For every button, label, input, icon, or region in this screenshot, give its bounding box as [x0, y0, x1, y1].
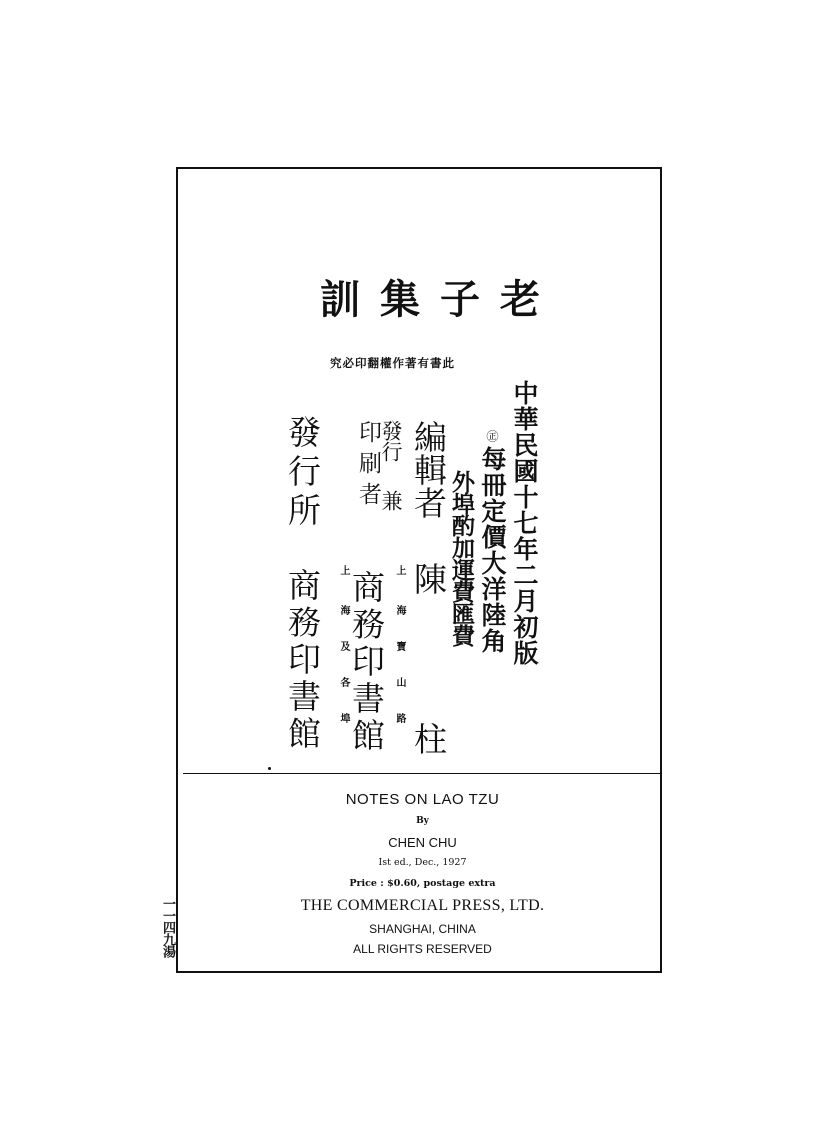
publisher-address-top: 上: [338, 565, 349, 575]
publisher-address: 海及各埠: [338, 605, 349, 749]
english-author: CHEN CHU: [388, 835, 457, 850]
book-title: 老子集訓: [320, 276, 560, 323]
english-edition: Ist ed., Dec., 1927: [378, 857, 467, 868]
edition-line: 中華民國十七年二月初版: [510, 380, 539, 666]
postage-line: 外埠酌加運費匯費: [448, 470, 475, 646]
editor-label: 編輯者: [409, 420, 448, 519]
ink-dot: [268, 767, 271, 770]
library-stamp: 一一四九湯: [160, 897, 175, 957]
editor-name-last: 柱: [409, 722, 448, 755]
copyright-notice: 此書有著作權翻印必究: [330, 356, 455, 370]
price-line: 每冊定價大洋陸角: [478, 446, 507, 654]
english-location: SHANGHAI, CHINA: [369, 922, 476, 936]
printer-address: 海寶山路: [394, 605, 405, 749]
printer-label-small: 發行: [379, 420, 403, 462]
printer-label-big: 印刷者: [355, 420, 381, 513]
publisher-name: 商務印書館: [283, 568, 322, 753]
frame-mark: [660, 455, 662, 469]
english-publisher: THE COMMERCIAL PRESS, LTD.: [300, 897, 545, 914]
english-by: By: [416, 816, 429, 826]
price-mark: ㊣: [485, 430, 499, 442]
printer-name: 商務印書館: [347, 570, 386, 755]
editor-name-first: 陳: [409, 562, 448, 595]
english-rights: ALL RIGHTS RESERVED: [353, 942, 492, 956]
section-divider: [183, 773, 662, 774]
printer-label-small-2: 兼: [379, 490, 403, 511]
publisher-label: 發行所: [283, 415, 322, 532]
english-title: NOTES ON LAO TZU: [345, 791, 500, 808]
printer-address-top: 上: [394, 565, 405, 575]
english-price: Price : $0.60, postage extra: [349, 878, 496, 889]
